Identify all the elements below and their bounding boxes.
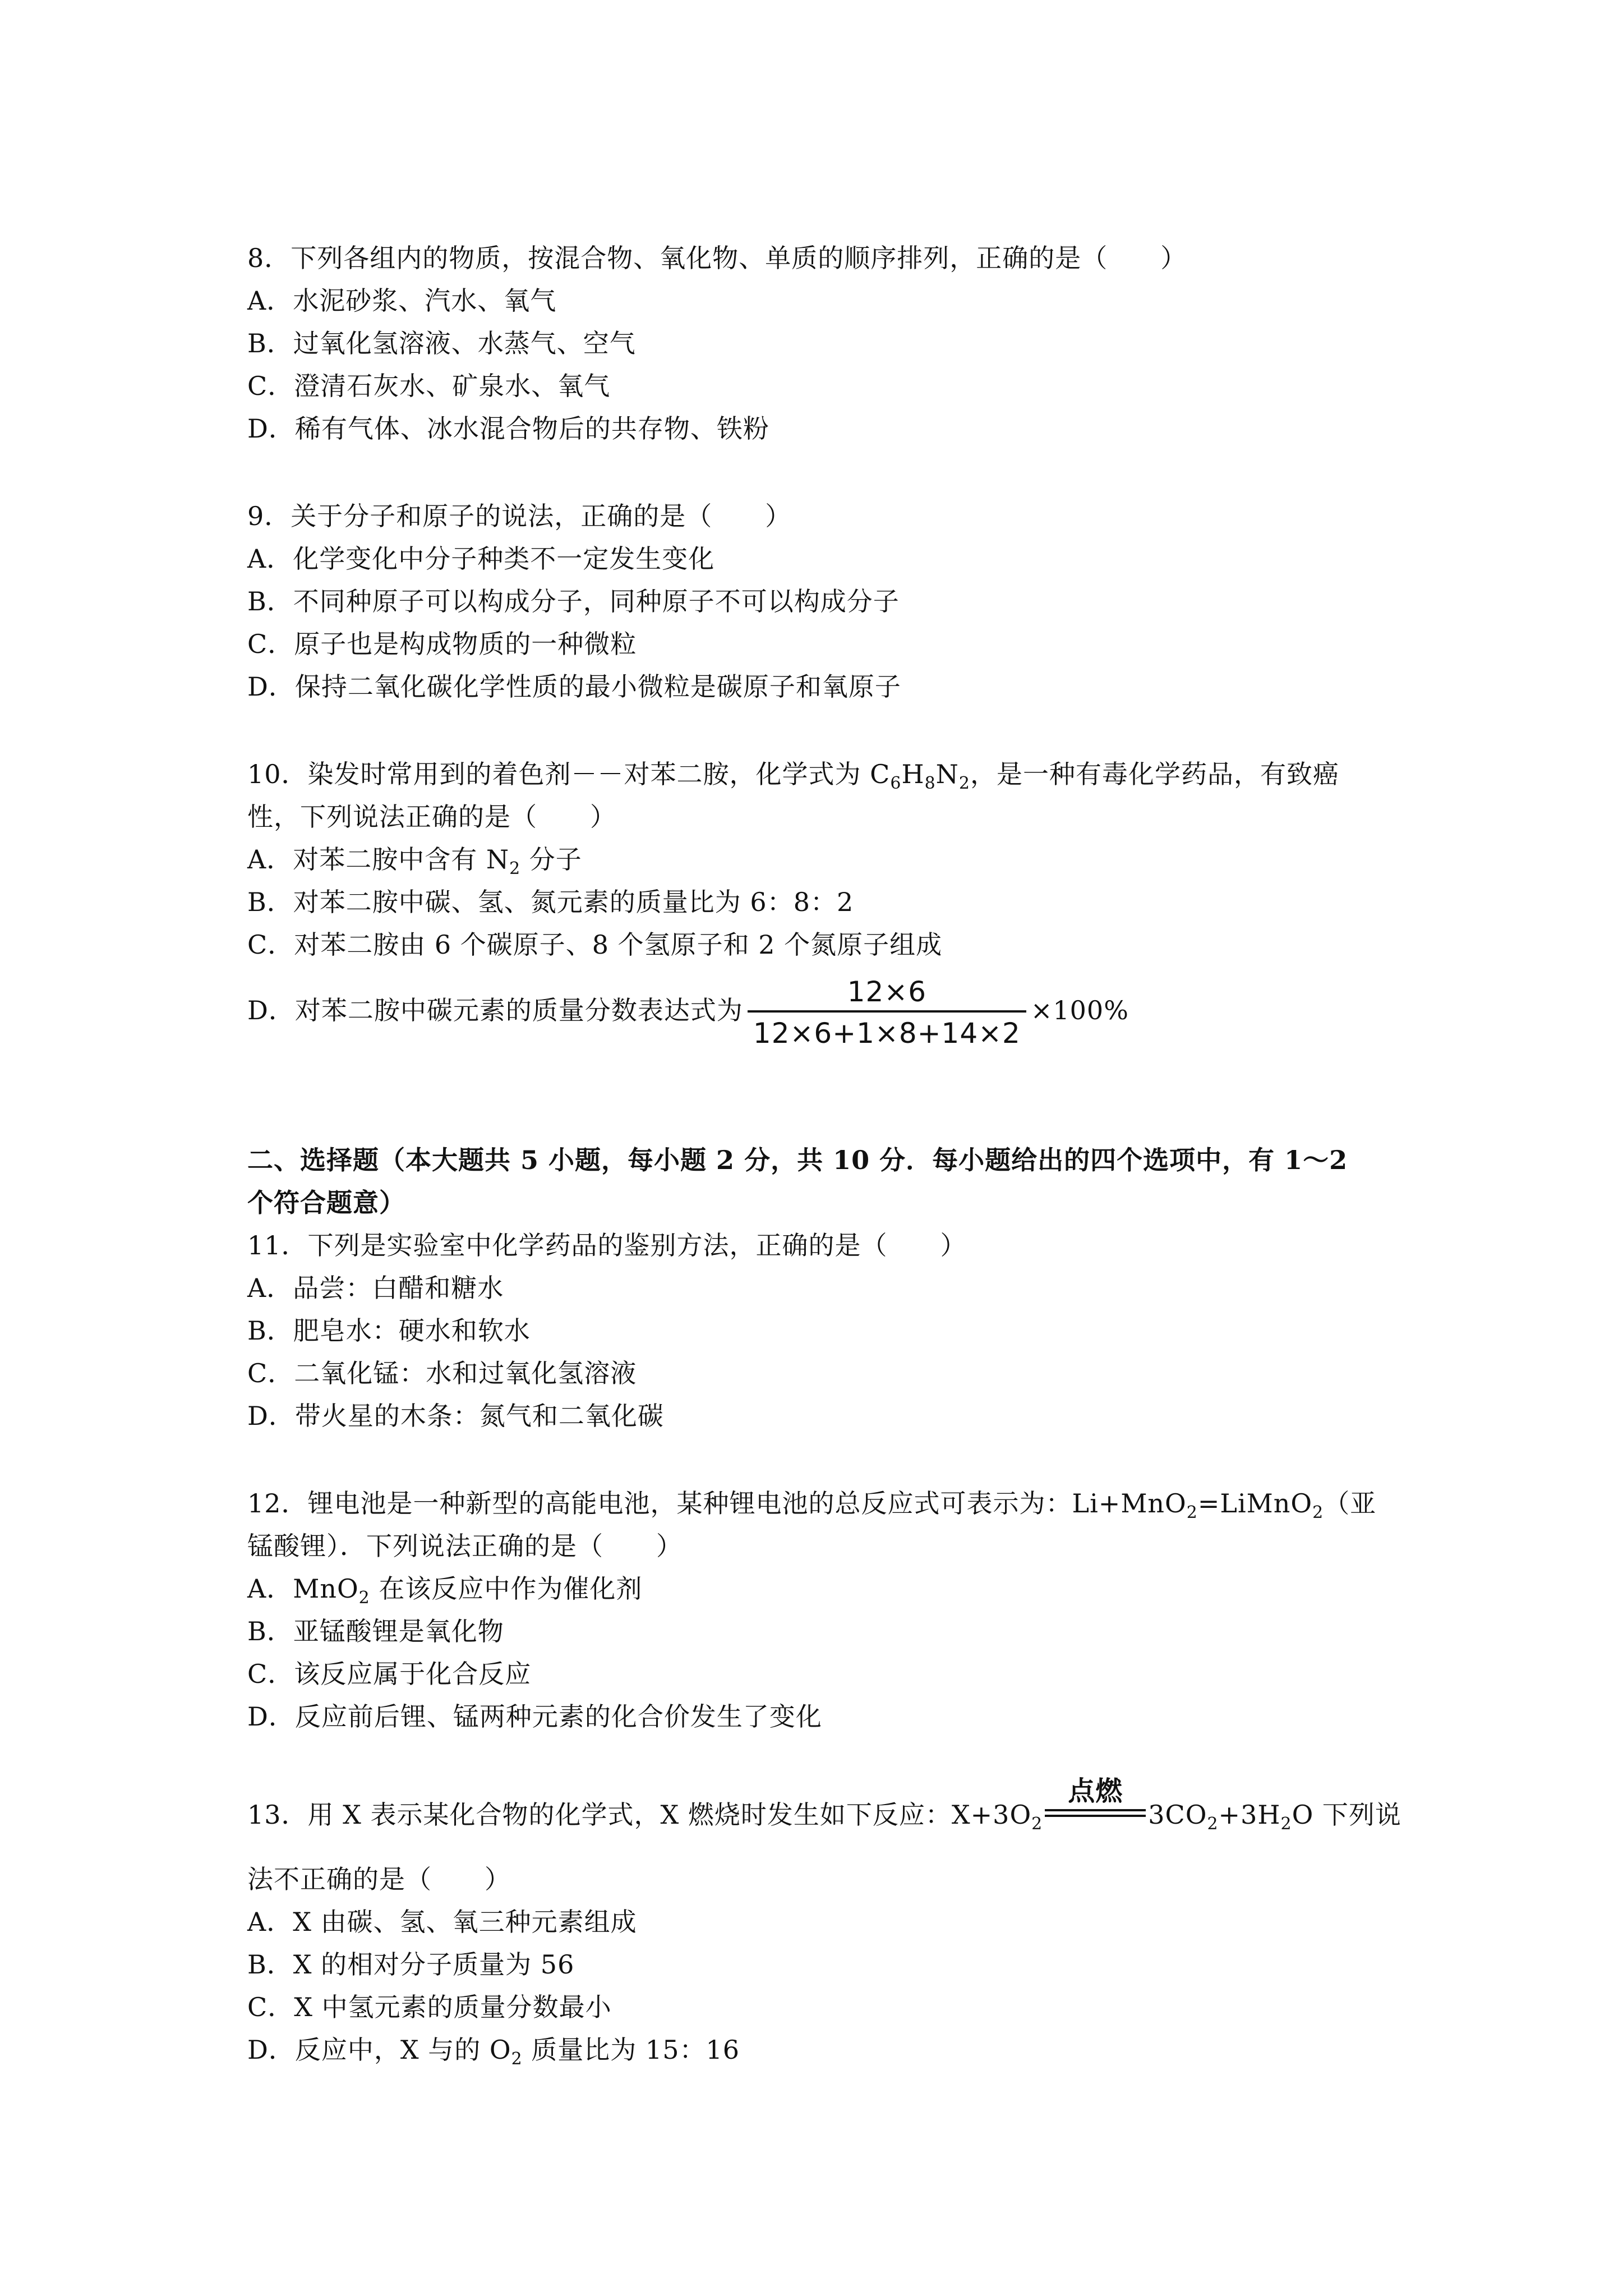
- question-12-option-c: C．该反应属于化合反应: [247, 1659, 532, 1689]
- question-11-option-d: D．带火星的木条：氮气和二氧化碳: [247, 1401, 664, 1431]
- question-13-stem-line-1: 13．用 X 表示某化合物的化学式，X 燃烧时发生如下反应：$X+3O_2$ 点燃 $3CO_2+3H_2O$ 下列说: [247, 1775, 1401, 1834]
- section-2-heading-line-2: 个符合题意）: [247, 1188, 405, 1218]
- question-9-option-c: C．原子也是构成物质的一种微粒: [247, 629, 637, 659]
- section-2-heading-line-1: 二、选择题（本大题共 5 小题，每小题 2 分，共 10 分．每小题给出的四个选项中，有 1～2: [247, 1145, 1348, 1175]
- question-9-stem: 9．关于分子和原子的说法，正确的是（ ）: [247, 501, 792, 531]
- question-12-option-a: A．MnO$_2$ 在该反应中作为催化剂: [247, 1573, 643, 1608]
- question-8-option-a: A．水泥砂浆、汽水、氧气: [247, 286, 557, 316]
- question-11-option-b: B．肥皂水：硬水和软水: [247, 1315, 531, 1346]
- question-10-stem-line-1: 10．染发时常用到的着色剂－－对苯二胺，化学式为 $C_6H_8N_2$，是一种有毒化学药品，有致癌: [247, 759, 1340, 793]
- question-10-option-c: C．对苯二胺由 6 个碳原子、8 个氢原子和 2 个氮原子组成: [247, 930, 943, 960]
- question-9-option-a: A．化学变化中分子种类不一定发生变化: [247, 544, 715, 574]
- question-10-option-a: A．对苯二胺中含有 $N_2$ 分子: [247, 844, 582, 878]
- question-10-option-d: D．对苯二胺中碳元素的质量分数表达式为 $\frac{12\times 6}{12\times 6+1\times 8+14\times 2}$ ×100%: [247, 973, 1129, 1052]
- equals-bar-top: [1045, 1809, 1146, 1811]
- mass-fraction-formula: [748, 973, 1026, 1052]
- question-12-option-b: B．亚锰酸锂是氧化物: [247, 1616, 504, 1646]
- fraction-denominator: 12×6+1×8+14×2: [748, 1010, 1026, 1052]
- question-12-stem-line-1: 12．锂电池是一种新型的高能电池，某种锂电池的总反应式可表示为：Li+MnO$_2$=LiMnO$_2$（亚: [247, 1488, 1377, 1522]
- question-12-stem-line-2: 锰酸锂）．下列说法正确的是（ ）: [247, 1531, 683, 1561]
- question-12-option-d: D．反应前后锂、锰两种元素的化合价发生了变化: [247, 1701, 822, 1732]
- question-8-option-c: C．澄清石灰水、矿泉水、氧气: [247, 371, 611, 401]
- question-13-option-d: D．反应中，X 与的 $O_2$ 质量比为 15：16: [247, 2035, 740, 2069]
- question-8-option-d: D．稀有气体、冰水混合物后的共存物、铁粉: [247, 413, 769, 444]
- question-13-option-b: B．X 的相对分子质量为 56: [247, 1949, 575, 1980]
- question-8-stem: 8．下列各组内的物质，按混合物、氧化物、单质的顺序排列，正确的是（ ）: [247, 243, 1187, 273]
- question-8-option-b: B．过氧化氢溶液、水蒸气、空气: [247, 328, 636, 358]
- question-13-option-c: C．X 中氢元素的质量分数最小: [247, 1992, 612, 2022]
- question-10-stem-line-2: 性，下列说法正确的是（ ）: [247, 802, 616, 832]
- reaction-condition: [1045, 1775, 1146, 1824]
- question-9-option-b: B．不同种原子可以构成分子，同种原子不可以构成分子: [247, 586, 900, 616]
- question-13-stem-line-2: 法不正确的是（ ）: [247, 1864, 511, 1894]
- question-13-option-a: A．X 由碳、氢、氧三种元素组成: [247, 1907, 637, 1937]
- question-10-option-b: B．对苯二胺中碳、氢、氮元素的质量比为 6：8：2: [247, 887, 854, 917]
- ignition-condition-label: 点燃: [1068, 1775, 1123, 1807]
- question-11-stem: 11．下列是实验室中化学药品的鉴别方法，正确的是（ ）: [247, 1230, 967, 1260]
- question-11-option-a: A．品尝：白醋和糖水: [247, 1273, 504, 1303]
- equals-bar-bottom: [1045, 1815, 1146, 1817]
- question-11-option-c: C．二氧化锰：水和过氧化氢溶液: [247, 1358, 637, 1388]
- question-9-option-d: D．保持二氧化碳化学性质的最小微粒是碳原子和氧原子: [247, 671, 901, 702]
- fraction-numerator: 12×6: [847, 976, 927, 1008]
